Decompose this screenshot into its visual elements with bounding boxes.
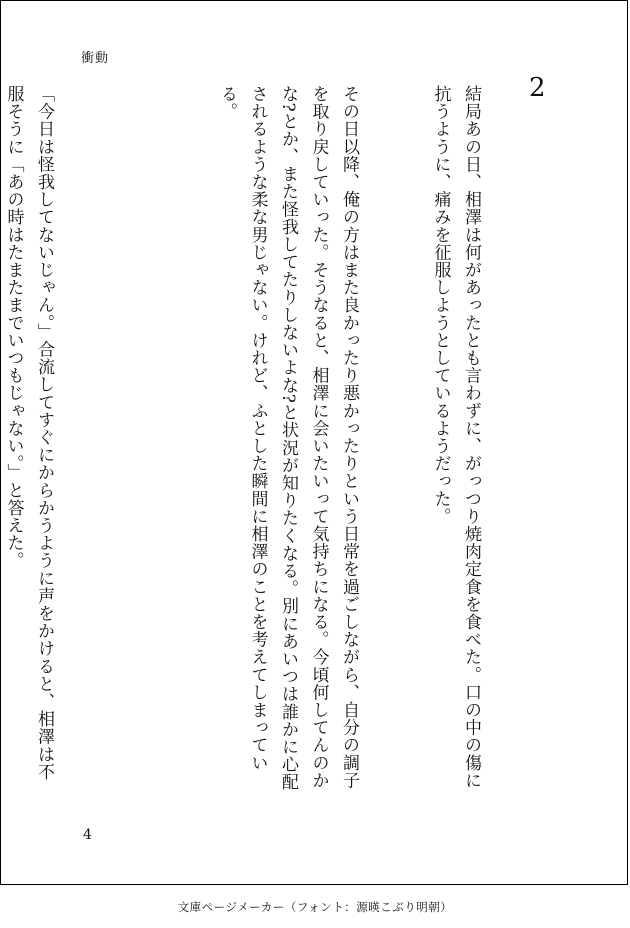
- app-credit-footer: 文庫ページメーカー（フォント：源暎こぶり明朝）: [177, 900, 453, 914]
- paragraph: 「今日は怪我してないじゃん。」合流してすぐにからかうように声をかけると、相澤は不服そうに「あの時はたまたまでいつもじゃない。」と答えた。: [3, 85, 54, 781]
- paragraph-blank-line: [120, 85, 151, 791]
- chapter-number: 2: [529, 73, 546, 103]
- vertical-body-text: [3, 85, 547, 791]
- paragraph: 結局あの日、相澤は何があったとも言わずに、がっつり焼肉定食を食べた。口の中の傷に抗うように、痛みを征服しようとしているようだった。: [430, 85, 481, 789]
- page-number: 4: [83, 827, 92, 843]
- paragraph: その日以降、俺の方はまた良かったり悪かったりという日常を過ごしながら、自分の調子を取り戻していった。そうなると、相澤に会いたいって気持ちになる。今頃何してんのかな?とか、また怪我してたりしないよな?と状況が知りたくなる。別にあいつは誰かに心配されるような柔な男じゃない。けれど、ふとした瞬間に相澤のことを考えてしまっている。: [217, 85, 359, 791]
- running-title: 衝動: [81, 51, 110, 66]
